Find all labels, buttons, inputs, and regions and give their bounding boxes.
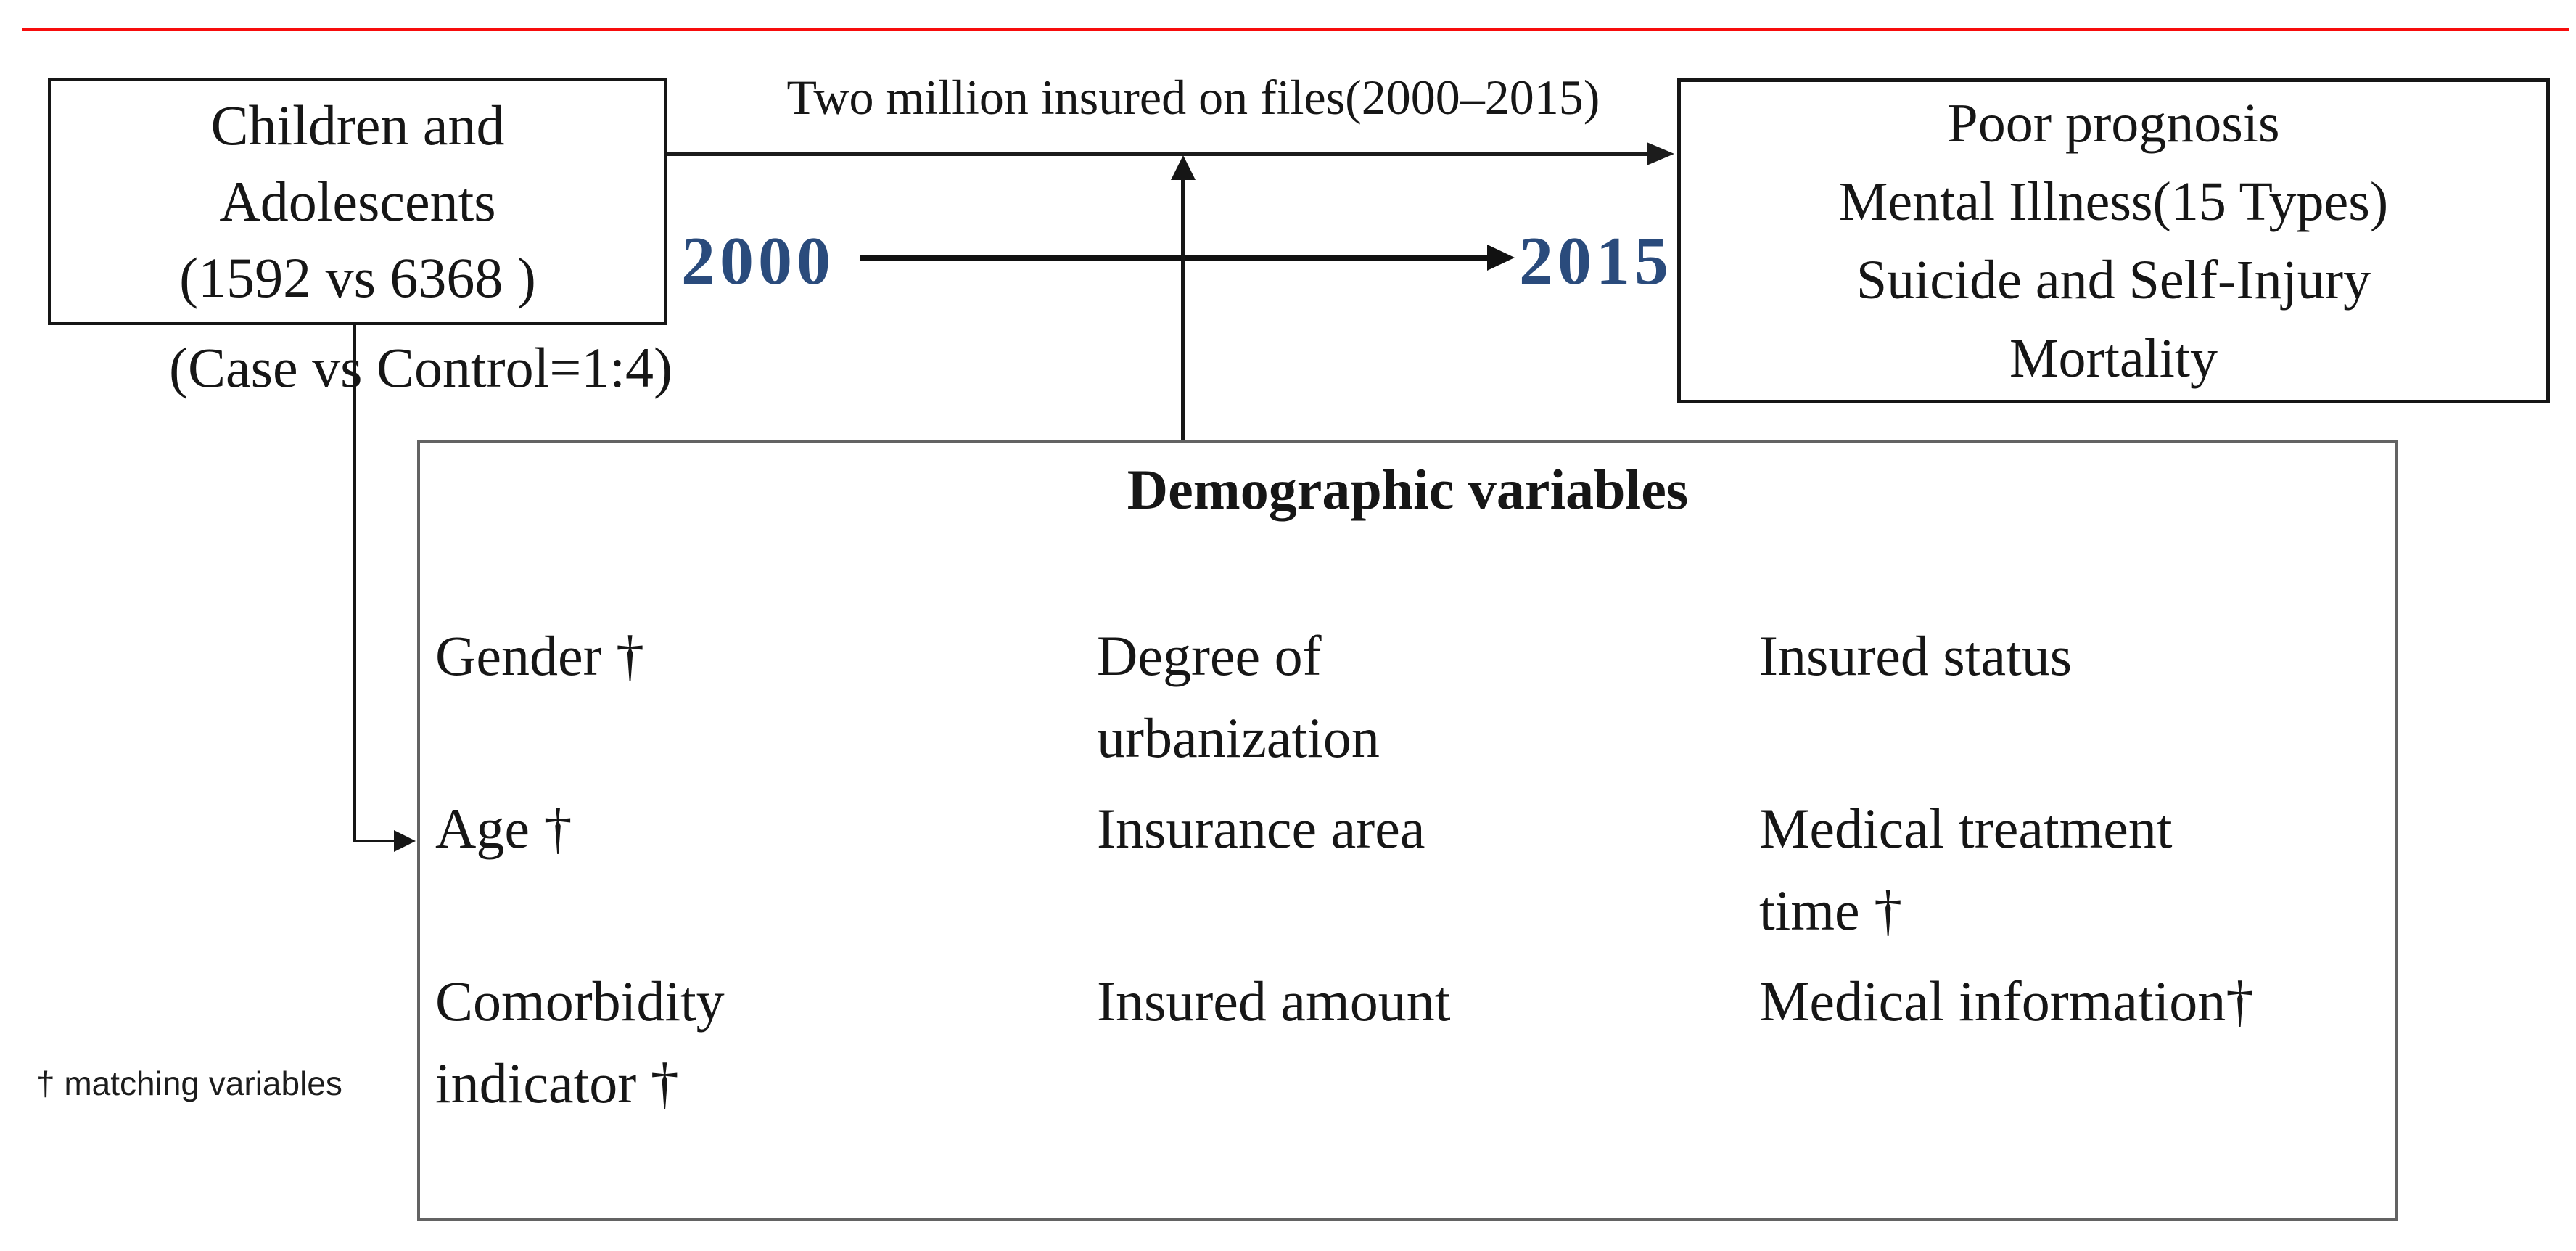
case-control-ratio-label: (Case vs Control=1:4)	[169, 336, 672, 399]
demographic-variable: Degree of urbanization	[1097, 624, 1380, 769]
cohort-to-demographics-connector-vertical	[353, 325, 356, 841]
demographics-box-title: Demographic variables	[1127, 458, 1689, 521]
outcome-box	[1677, 78, 2550, 403]
demographic-variable: Age †	[435, 797, 572, 860]
demographic-variable: Comorbidity indicator †	[435, 969, 725, 1115]
timeline-arrow	[860, 255, 1489, 261]
cohort-to-outcome-arrow	[667, 152, 1648, 156]
matching-variables-footnote: † matching variables	[36, 1065, 342, 1102]
demographic-variable: Insurance area	[1097, 797, 1425, 860]
timeline-end-year: 2015	[1519, 223, 1673, 299]
demographic-variable: Medical treatment time †	[1759, 797, 2173, 942]
cohort-to-demographics-connector-horizontal	[353, 840, 395, 842]
demographic-variable: Medical information†	[1759, 969, 2255, 1033]
outcome-box-text: Poor prognosis Mental Illness(15 Types) Suicide and Self-Injury Mortality	[1838, 93, 2389, 389]
timeline-start-year: 2000	[681, 223, 835, 299]
demographic-variable: Gender †	[435, 624, 645, 687]
top-red-rule	[22, 28, 2569, 31]
demographic-variable: Insured amount	[1097, 969, 1451, 1033]
demographic-variable: Insured status	[1759, 624, 2073, 687]
cohort-box	[48, 78, 667, 325]
demographics-to-timeline-arrow	[1181, 179, 1185, 440]
demographics-to-timeline-arrowhead-icon	[1171, 155, 1196, 180]
insured-files-arrow-label: Two million insured on files(2000–2015)	[786, 70, 1600, 125]
cohort-box-text: Children and Adolescents (1592 vs 6368 )	[179, 94, 536, 309]
cohort-to-outcome-arrowhead-icon	[1647, 142, 1674, 165]
timeline-arrowhead-icon	[1487, 245, 1515, 271]
cohort-to-demographics-arrowhead-icon	[394, 830, 416, 852]
